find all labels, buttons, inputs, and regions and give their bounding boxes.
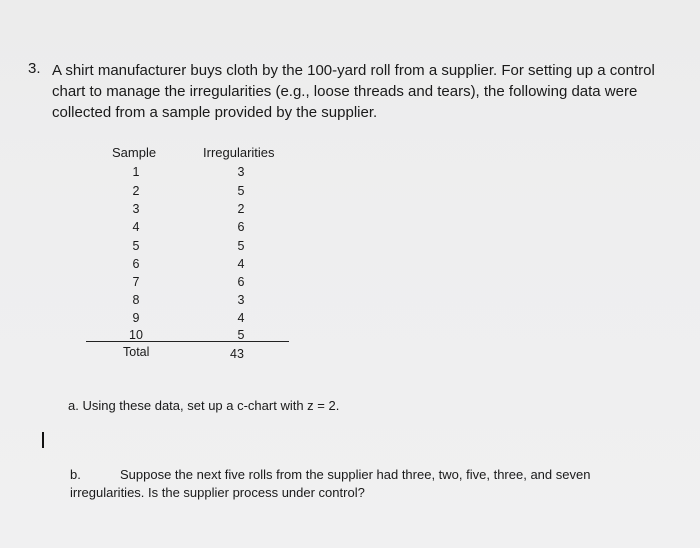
- part-b-line-2: irregularities. Is the supplier process under control?: [70, 485, 365, 500]
- irregularity-cell: 3: [237, 293, 245, 307]
- header-sample: Sample: [112, 145, 157, 160]
- irregularity-cell: 5: [237, 328, 245, 342]
- sample-cell: 10: [129, 328, 143, 342]
- irregularity-cell: 4: [237, 257, 245, 271]
- irregularity-cell: 5: [237, 184, 245, 198]
- sample-cell: 4: [132, 220, 140, 234]
- part-b-line-1: Suppose the next five rolls from the supplier had three, two, five, three, and seven: [120, 467, 591, 482]
- part-b-label: b.: [70, 467, 81, 482]
- total-value: 43: [230, 347, 244, 361]
- part-a-prompt: a. Using these data, set up a c-chart with z = 2.: [68, 398, 340, 413]
- total-divider: [86, 341, 289, 342]
- sample-cell: 5: [132, 239, 140, 253]
- text-cursor: [42, 432, 44, 448]
- irregularity-cell: 4: [237, 311, 245, 325]
- question-line-3: collected from a sample provided by the supplier.: [52, 104, 378, 121]
- irregularity-cell: 5: [237, 239, 245, 253]
- irregularity-cell: 6: [237, 275, 245, 289]
- sample-cell: 9: [132, 311, 140, 325]
- sample-cell: 1: [132, 165, 140, 179]
- sample-cell: 7: [132, 275, 140, 289]
- question-text: [52, 60, 696, 123]
- sample-cell: 6: [132, 257, 140, 271]
- sample-cell: 2: [132, 184, 140, 198]
- header-irregularities: Irregularities: [203, 145, 275, 160]
- irregularity-cell: 3: [237, 165, 245, 179]
- sample-cell: 3: [132, 202, 140, 216]
- irregularity-cell: 2: [237, 202, 245, 216]
- question-line-2: chart to manage the irregularities (e.g., loose threads and tears), the following data were: [52, 83, 638, 100]
- sample-cell: 8: [132, 293, 140, 307]
- question-line-1: A shirt manufacturer buys cloth by the 100-yard roll from a supplier. For setting up a control: [52, 62, 655, 79]
- total-label: Total: [123, 345, 150, 359]
- question-number: 3.: [28, 60, 41, 77]
- irregularity-cell: 6: [237, 220, 245, 234]
